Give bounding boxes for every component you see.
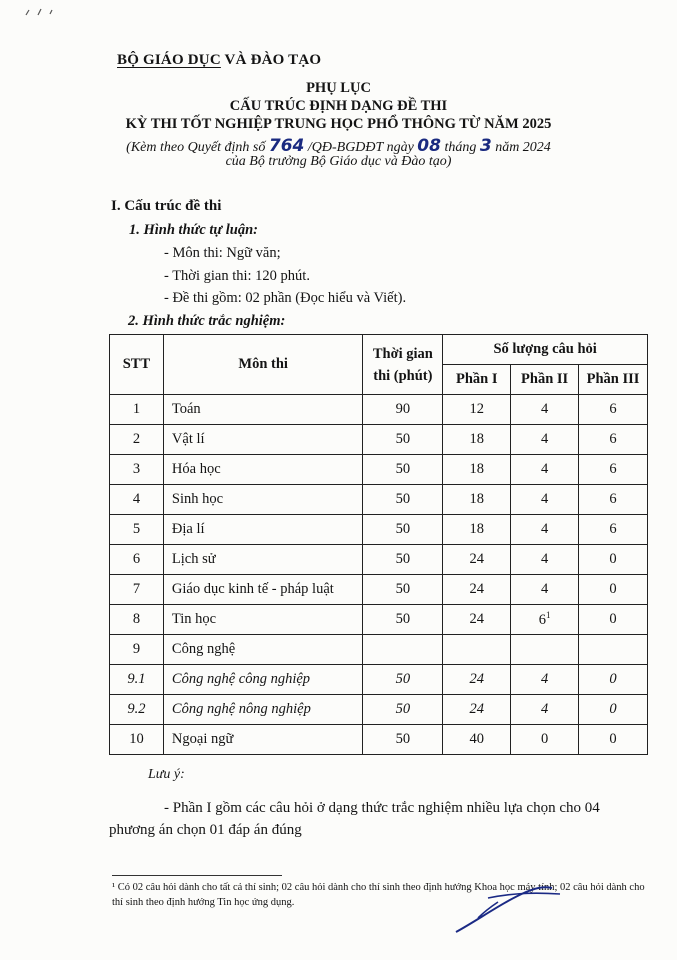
header-subject: Môn thi xyxy=(163,335,363,395)
note-label: Lưu ý: xyxy=(148,767,185,782)
header-stt: STT xyxy=(110,335,164,395)
decision-number: 764 xyxy=(268,136,305,156)
table-row: 7 Giáo dục kinh tế - pháp luật 50 24 4 0 xyxy=(110,575,648,605)
issuer-line: của Bộ trưởng Bộ Giáo dục và Đào tạo) xyxy=(225,154,452,169)
signature xyxy=(448,880,568,942)
table-row: 9.2 Công nghệ nông nghiệp 50 24 4 0 xyxy=(110,695,648,725)
ministry-name: BỘ GIÁO DỤC VÀ ĐÀO TẠO xyxy=(117,52,322,68)
bullet-item: - Môn thi: Ngữ văn; xyxy=(164,245,281,261)
footnote-marker: 1 xyxy=(546,610,551,621)
exam-structure-table xyxy=(109,334,648,755)
table-row: 2 Vật lí 50 18 4 6 xyxy=(110,425,648,455)
bullet-item: - Đề thi gồm: 02 phần (Đọc hiểu và Viết). xyxy=(164,290,407,306)
table-row: 1 Toán 90 12 4 6 xyxy=(110,395,648,425)
decision-month: 3 xyxy=(479,136,492,156)
table-row: 6 Lịch sử 50 24 4 0 xyxy=(110,545,648,575)
bullet-item: - Thời gian thi: 120 phút. xyxy=(164,268,310,284)
exam-title: KỲ THI TỐT NGHIỆP TRUNG HỌC PHỔ THÔNG TỪ NĂM 2025 xyxy=(125,116,552,132)
note-text-continued: phương án chọn 01 đáp án đúng xyxy=(109,822,302,838)
header-time: Thời gian thi (phút) xyxy=(363,335,443,395)
header-part3: Phần III xyxy=(579,365,648,395)
table-row: 4 Sinh học 50 18 4 6 xyxy=(110,485,648,515)
section-title: I. Cấu trúc đề thi xyxy=(111,198,222,214)
mcq-subtitle: 2. Hình thức trắc nghiệm: xyxy=(128,313,286,329)
table-row: 9.1 Công nghệ công nghiệp 50 24 4 0 xyxy=(110,665,648,695)
note-text: - Phần I gồm các câu hỏi ở dạng thức trắc nghiệm nhiều lựa chọn cho 04 xyxy=(164,800,600,816)
header-part2: Phần II xyxy=(511,365,579,395)
appendix-title: PHỤ LỤC xyxy=(306,80,371,96)
decision-day: 08 xyxy=(417,136,441,156)
header-question-count: Số lượng câu hỏi xyxy=(443,335,648,365)
footnote-divider xyxy=(112,875,282,876)
header-part1: Phần I xyxy=(443,365,511,395)
table-row: 3 Hóa học 50 18 4 6 xyxy=(110,455,648,485)
table-row: 8 Tin học 50 24 $6^1$ 0 xyxy=(110,605,648,635)
corner-mark xyxy=(24,6,54,18)
decision-reference: (Kèm theo Quyết định số 764 /QĐ-BGDĐT ngày 08 tháng 3 năm 2024 xyxy=(126,136,551,156)
essay-subtitle: 1. Hình thức tự luận: xyxy=(129,222,258,238)
table-row: 10 Ngoại ngữ 50 40 0 0 xyxy=(110,725,648,755)
document-title: CẤU TRÚC ĐỊNH DẠNG ĐỀ THI xyxy=(229,98,448,114)
table-row: 5 Địa lí 50 18 4 6 xyxy=(110,515,648,545)
footnote: ¹ Có 02 câu hỏi dành cho tất cả thí sinh; 02 câu hỏi dành cho thí sinh theo định hướng Khoa học máy tính; 02 câu hỏi dành cho thí sinh theo định hướng Tin học ứng dụng. xyxy=(112,882,645,908)
table-row: 9 Công nghệ xyxy=(110,635,648,665)
